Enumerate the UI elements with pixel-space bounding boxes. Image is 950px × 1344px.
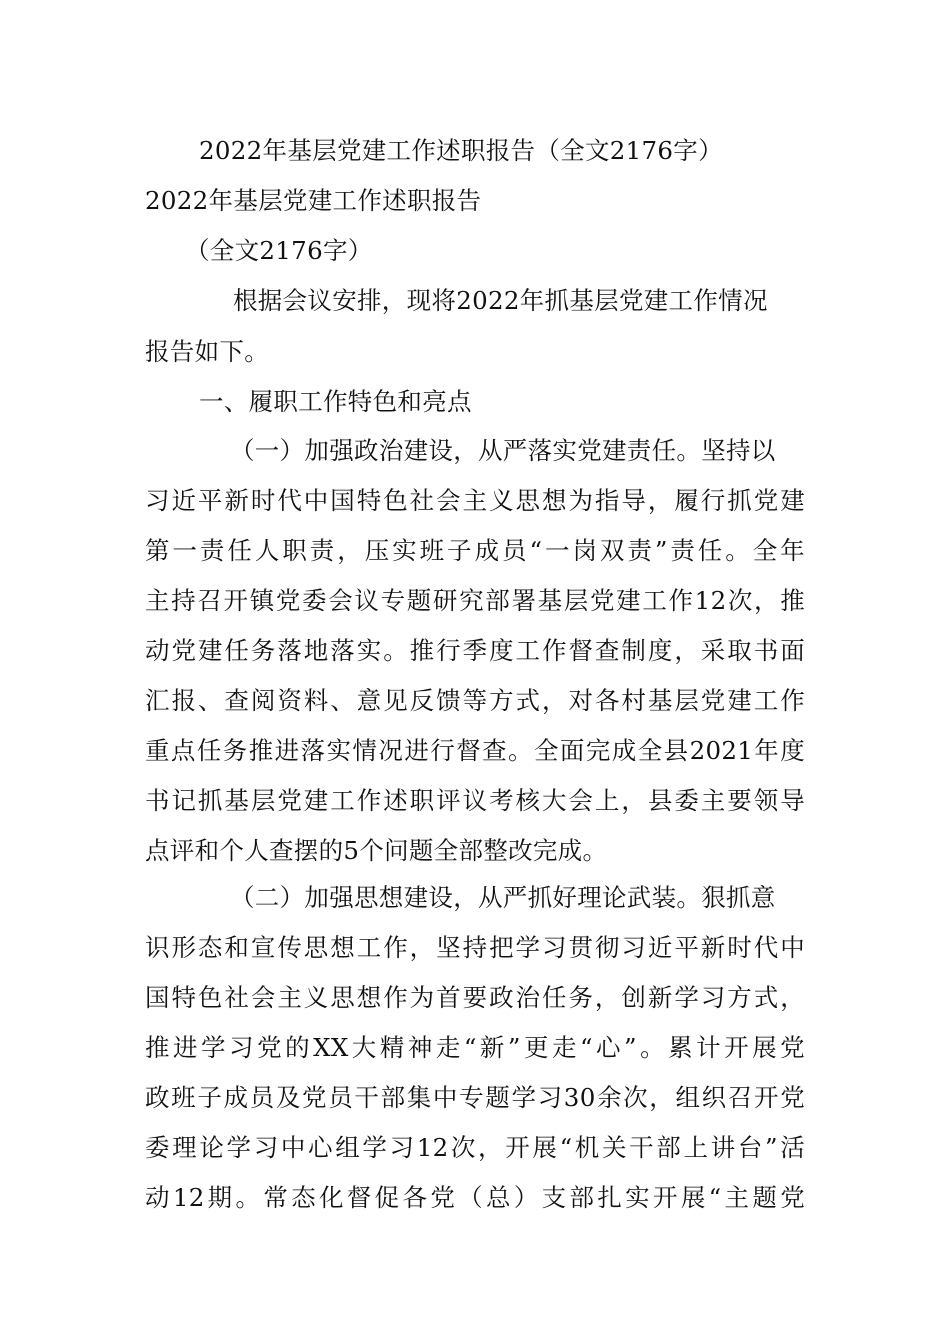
paragraph-line: 第一责任人职责，压实班子成员“一岗双责”责任。全年	[145, 536, 805, 565]
paragraph-line: （二）加强思想建设，从严抓好理论武装。狠抓意	[230, 883, 776, 912]
paragraph-line: 政班子成员及党员干部集中专题学习30余次，组织召开党	[145, 1083, 805, 1112]
paragraph-line: 动12期。常态化督促各党（总）支部扎实开展“主题党	[145, 1183, 805, 1212]
paragraph-line: 书记抓基层党建工作述职评议考核大会上，县委主要领导	[145, 786, 805, 815]
document-subtitle: 2022年基层党建工作述职报告	[145, 186, 482, 215]
paragraph-line: 习近平新时代中国特色社会主义思想为指导，履行抓党建	[145, 486, 805, 515]
paragraph-line: （一）加强政治建设，从严落实党建责任。坚持以	[230, 436, 776, 465]
paragraph-line: 国特色社会主义思想作为首要政治任务，创新学习方式，	[145, 983, 805, 1012]
paragraph-line: 识形态和宣传思想工作，坚持把学习贯彻习近平新时代中	[145, 933, 805, 962]
paragraph-line: 推进学习党的XX大精神走“新”更走“心”。累计开展党	[145, 1033, 805, 1062]
section-heading: 一、履职工作特色和亮点	[199, 387, 472, 416]
paragraph-line: 主持召开镇党委会议专题研究部署基层党建工作12次，推	[145, 586, 805, 615]
word-count-line: （全文2176字）	[185, 236, 373, 265]
paragraph-line: 动党建任务落地落实。推行季度工作督查制度，采取书面	[145, 636, 805, 665]
paragraph-line: 重点任务推进落实情况进行督查。全面完成全县2021年度	[145, 736, 805, 765]
document-title: 2022年基层党建工作述职报告（全文2176字）	[199, 136, 723, 165]
paragraph-line: 汇报、查阅资料、意见反馈等方式，对各村基层党建工作	[145, 686, 805, 715]
intro-line: 报告如下。	[145, 337, 269, 366]
paragraph-line: 点评和个人查摆的5个问题全部整改完成。	[145, 836, 608, 865]
intro-line: 根据会议安排，现将2022年抓基层党建工作情况	[233, 286, 768, 315]
paragraph-line: 委理论学习中心组学习12次，开展“机关干部上讲台”活	[145, 1133, 805, 1162]
